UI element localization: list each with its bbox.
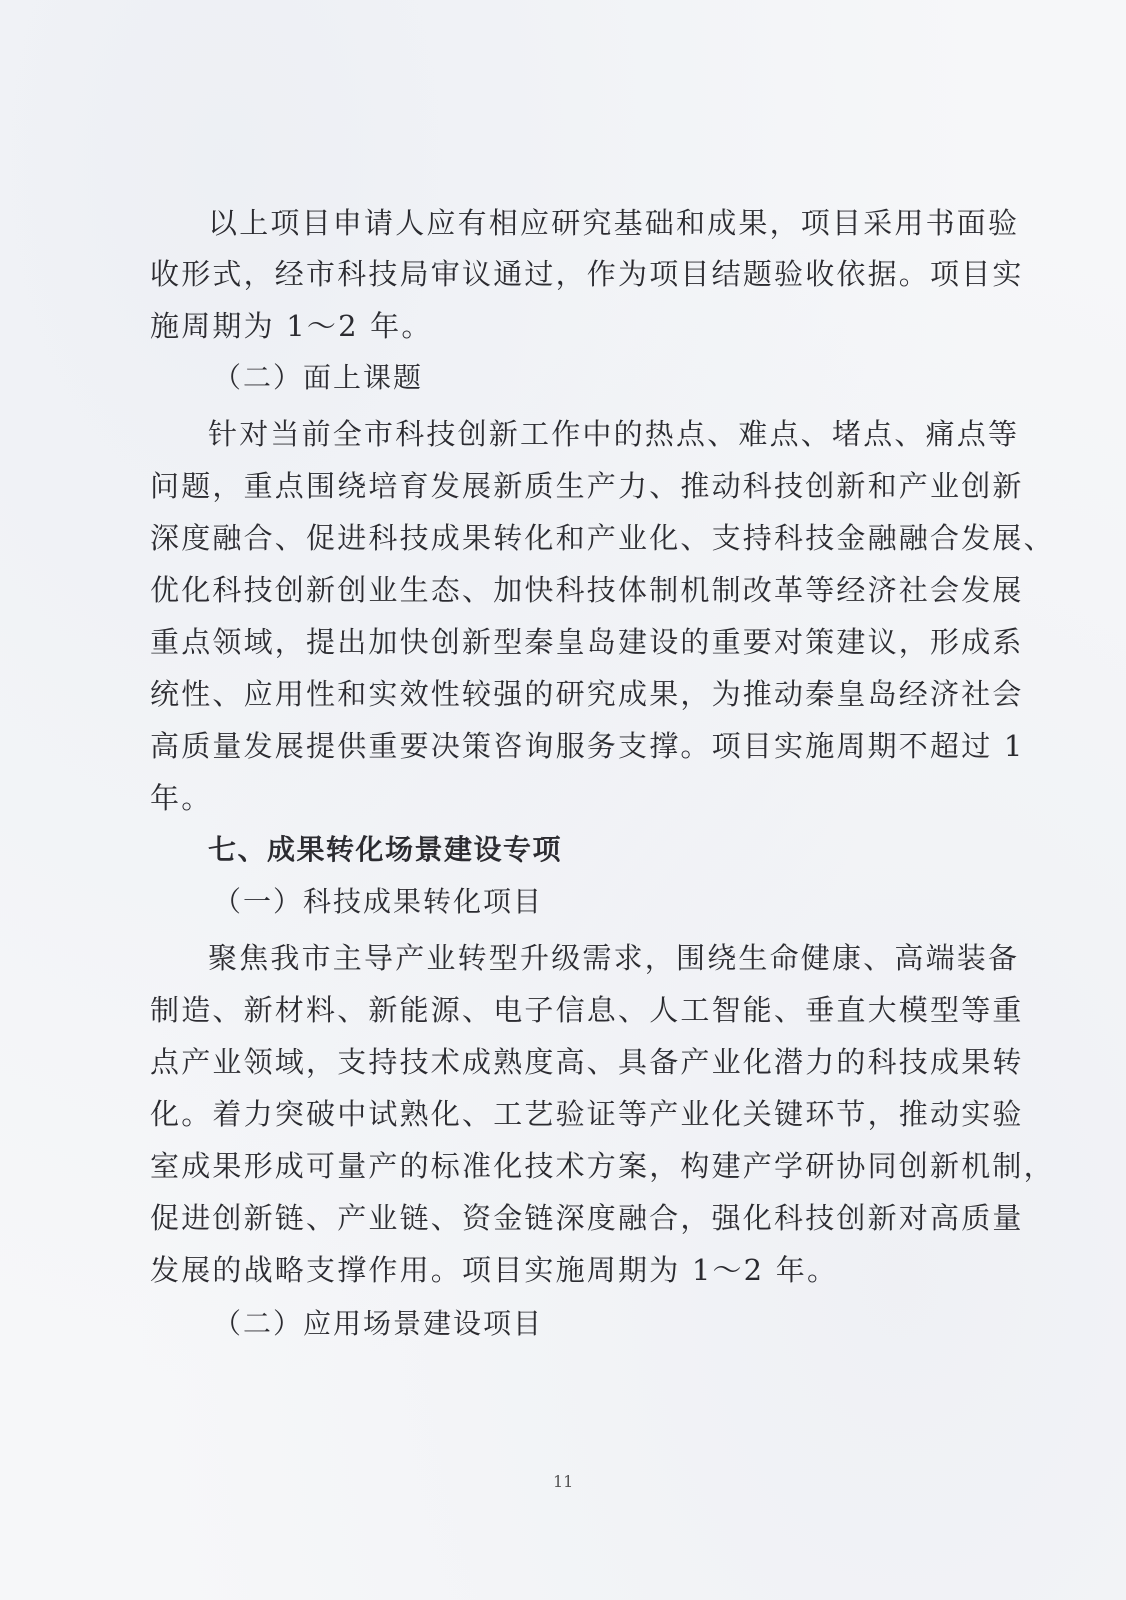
paragraph-line: 收形式，经市科技局审议通过，作为项目结题验收依据。项目实 [150,257,1024,291]
paragraph-line: 优化科技创新创业生态、加快科技体制机制改革等经济社会发展 [150,573,1024,607]
paragraph-line: 统性、应用性和实效性较强的研究成果，为推动秦皇岛经济社会 [150,677,1024,711]
paragraph-line: 年。 [150,781,213,815]
paragraph-line: 聚焦我市主导产业转型升级需求，围绕生命健康、高端装备 [208,941,1020,975]
paragraph-line: 发展的战略支撑作用。项目实施周期为 1～2 年。 [150,1253,839,1287]
paragraph-line: 深度融合、促进科技成果转化和产业化、支持科技金融融合发展、 [150,521,1055,555]
paragraph-line: 问题，重点围绕培育发展新质生产力、推动科技创新和产业创新 [150,469,1024,503]
subheading-general-topics: （二）面上课题 [213,361,424,394]
paragraph-line: 化。着力突破中试熟化、工艺验证等产业化关键环节，推动实验 [150,1097,1024,1131]
paragraph-line: 针对当前全市科技创新工作中的热点、难点、堵点、痛点等 [208,417,1020,451]
subheading-application-scenarios: （二）应用场景建设项目 [213,1307,544,1340]
paragraph-line: 以上项目申请人应有相应研究基础和成果，项目采用书面验 [208,206,1020,240]
paragraph-line: 室成果形成可量产的标准化技术方案，构建产学研协同创新机制， [150,1149,1055,1183]
section-heading: 七、成果转化场景建设专项 [208,833,563,866]
paragraph-line: 重点领域，提出加快创新型秦皇岛建设的重要对策建议，形成系 [150,625,1024,659]
paragraph-line: 点产业领域，支持技术成熟度高、具备产业化潜力的科技成果转 [150,1045,1024,1079]
paragraph-line: 促进创新链、产业链、资金链深度融合，强化科技创新对高质量 [150,1201,1024,1235]
page-number: 11 [553,1472,574,1491]
subheading-tech-transfer: （一）科技成果转化项目 [213,885,544,918]
paragraph-line: 施周期为 1～2 年。 [150,309,433,343]
paragraph-line: 高质量发展提供重要决策咨询服务支撑。项目实施周期不超过 1 [150,729,1025,763]
paragraph-line: 制造、新材料、新能源、电子信息、人工智能、垂直大模型等重 [150,993,1024,1027]
